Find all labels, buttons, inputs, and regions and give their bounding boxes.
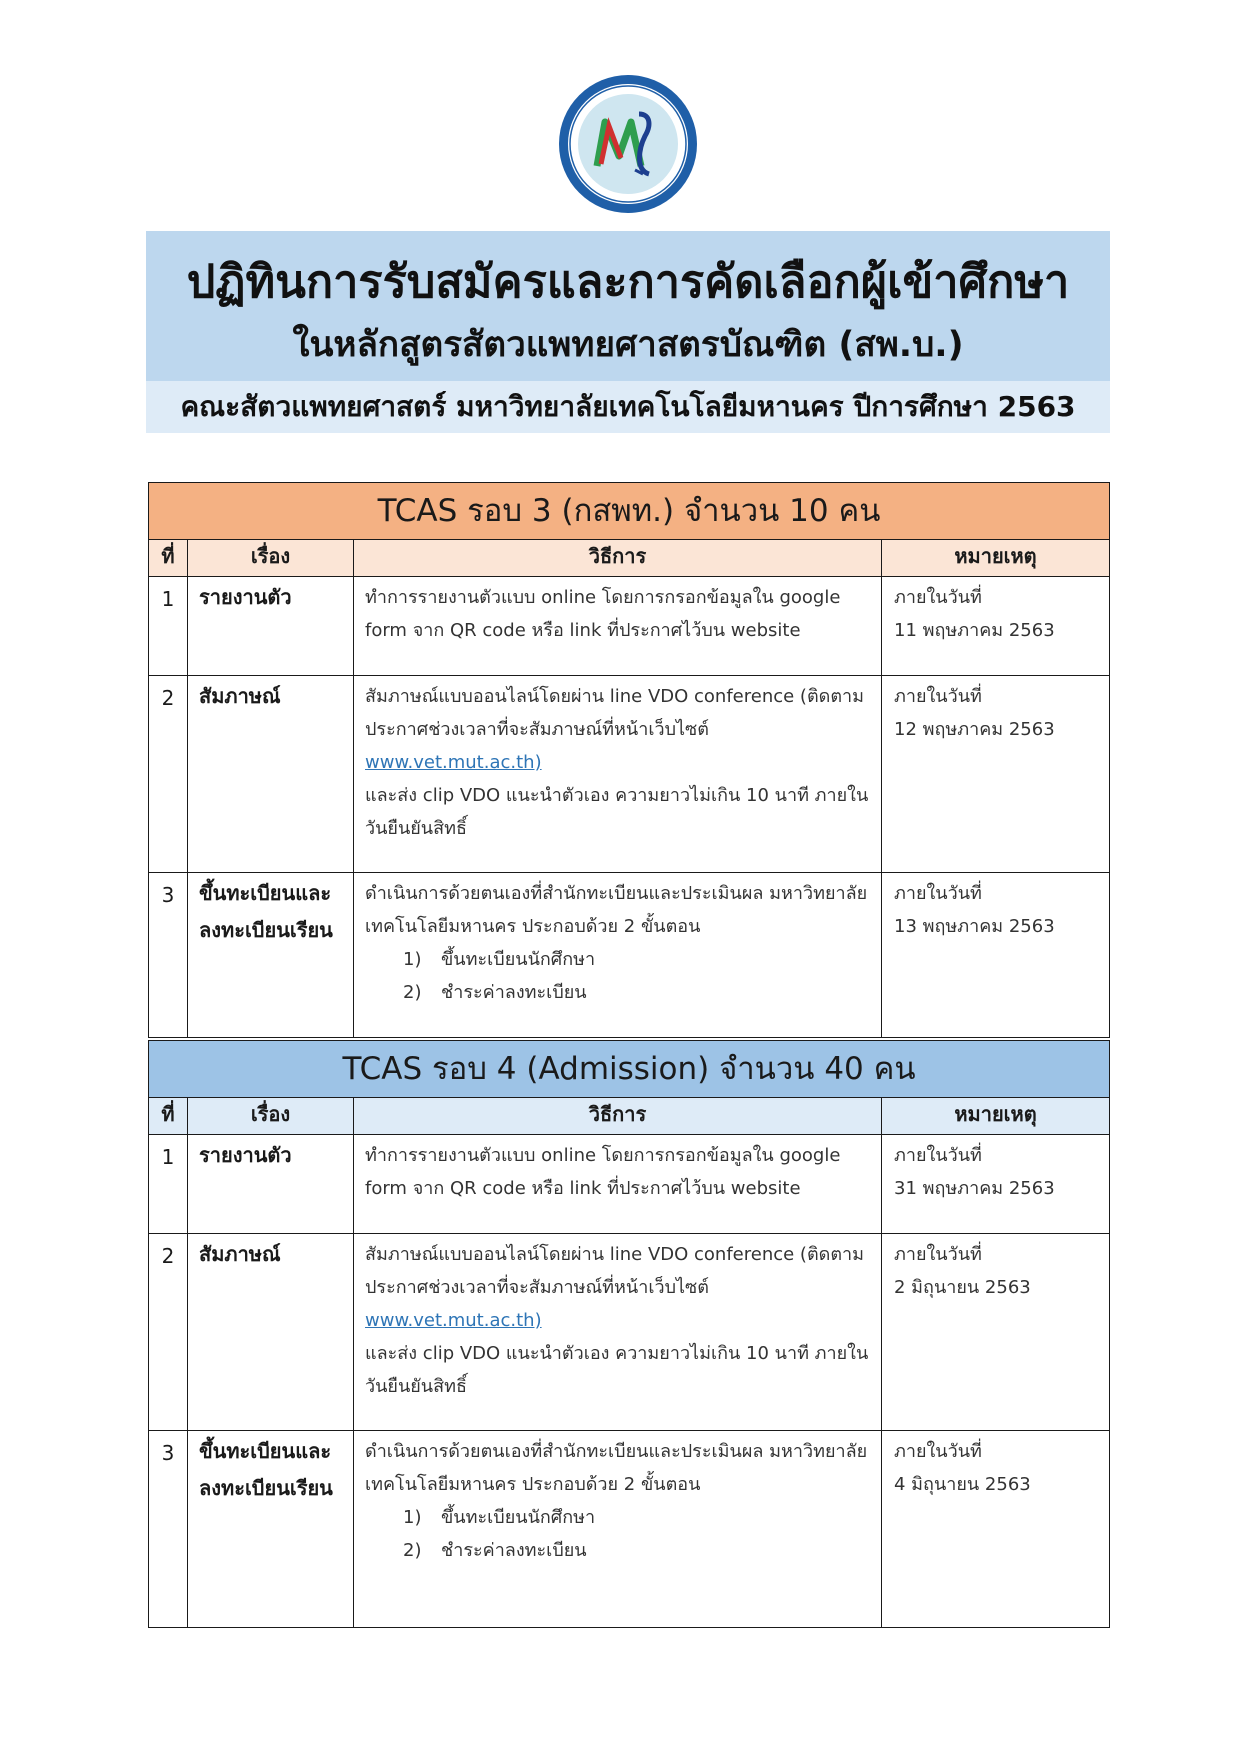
- method-line: และส่ง clip VDO แนะนำตัวเอง ความยาวไม่เกิน 10 นาที ภายใน: [365, 1343, 869, 1364]
- row-topic: รายงานตัว: [188, 1135, 354, 1234]
- row-no: 2: [149, 676, 188, 873]
- row-note: [882, 1135, 1110, 1234]
- row-method: [354, 1135, 882, 1234]
- step-text: ขึ้นทะเบียนนักศึกษา: [441, 949, 596, 970]
- method-line: วันยืนยันสิทธิ์: [365, 1376, 467, 1397]
- step-number: 1): [403, 949, 422, 970]
- faculty-line: คณะสัตวแพทยศาสตร์ มหาวิทยาลัยเทคโนโลยีมหานคร ปีการศึกษา 2563: [146, 381, 1110, 433]
- row-note: [882, 1431, 1110, 1628]
- website-link[interactable]: www.vet.mut.ac.th): [365, 752, 542, 773]
- method-line: ทำการรายงานตัวแบบ online โดยการกรอกข้อมูลใน google: [365, 587, 841, 608]
- table-row: [149, 1234, 1110, 1431]
- table-row: [149, 873, 1110, 1038]
- topic-line: ลงทะเบียนเรียน: [199, 918, 333, 942]
- method-line: เทคโนโลยีมหานคร ประกอบด้วย 2 ขั้นตอน: [365, 916, 701, 937]
- row-topic: สัมภาษณ์: [188, 1234, 354, 1431]
- step-item: [365, 976, 881, 1009]
- row-topic: [188, 1431, 354, 1628]
- method-line: ประกาศช่วงเวลาที่จะสัมภาษณ์ที่หน้าเว็บไซต์: [365, 1277, 709, 1298]
- col-header-method: วิธีการ: [354, 540, 882, 577]
- step-number: 1): [403, 1507, 422, 1528]
- page-subtitle: ในหลักสูตรสัตวแพทยศาสตรบัณฑิต (สพ.บ.): [292, 325, 964, 365]
- method-line: ดำเนินการด้วยตนเองที่สำนักทะเบียนและประเมินผล มหาวิทยาลัย: [365, 1441, 868, 1462]
- row-no: 3: [149, 1431, 188, 1628]
- method-line: form จาก QR code หรือ link ที่ประกาศไว้บน website: [365, 1178, 801, 1199]
- topic-line: ลงทะเบียนเรียน: [199, 1476, 333, 1500]
- row-method: [354, 577, 882, 676]
- step-text: ชำระค่าลงทะเบียน: [441, 1540, 587, 1561]
- faculty-logo: [557, 74, 699, 214]
- row-topic: รายงานตัว: [188, 577, 354, 676]
- note-line: ภายในวันที่: [894, 1145, 982, 1166]
- method-line: วันยืนยันสิทธิ์: [365, 818, 467, 839]
- row-topic: [188, 873, 354, 1038]
- table-row: [149, 1431, 1110, 1628]
- note-line: ภายในวันที่: [894, 587, 982, 608]
- method-line: สัมภาษณ์แบบออนไลน์โดยผ่าน line VDO conference (ติดตาม: [365, 1244, 864, 1265]
- row-note: [882, 676, 1110, 873]
- round3-header-row: [149, 540, 1110, 577]
- step-item: [365, 1501, 881, 1534]
- round3-title-row: [149, 483, 1110, 540]
- row-note: [882, 577, 1110, 676]
- round3-title: TCAS รอบ 3 (กสพท.) จำนวน 10 คน: [149, 483, 1110, 540]
- method-line: ประกาศช่วงเวลาที่จะสัมภาษณ์ที่หน้าเว็บไซต์: [365, 719, 709, 740]
- topic-line: ขึ้นทะเบียนและ: [199, 881, 332, 905]
- page-title: ปฏิทินการรับสมัครและการคัดเลือกผู้เข้าศึกษา: [186, 255, 1070, 308]
- row-method: [354, 873, 882, 1038]
- col-header-no: ที่: [149, 540, 188, 577]
- row-method: [354, 676, 882, 873]
- title-banner: [146, 231, 1110, 381]
- col-header-topic: เรื่อง: [188, 540, 354, 577]
- note-line: ภายในวันที่: [894, 1441, 982, 1462]
- row-note: [882, 873, 1110, 1038]
- step-text: ชำระค่าลงทะเบียน: [441, 982, 587, 1003]
- note-line: 31 พฤษภาคม 2563: [894, 1178, 1055, 1199]
- col-header-note: หมายเหตุ: [882, 1098, 1110, 1135]
- round4-table: [148, 1040, 1110, 1628]
- col-header-note: หมายเหตุ: [882, 540, 1110, 577]
- method-line: ทำการรายงานตัวแบบ online โดยการกรอกข้อมูลใน google: [365, 1145, 841, 1166]
- method-line: และส่ง clip VDO แนะนำตัวเอง ความยาวไม่เกิน 10 นาที ภายใน: [365, 785, 869, 806]
- note-line: 11 พฤษภาคม 2563: [894, 620, 1055, 641]
- row-no: 2: [149, 1234, 188, 1431]
- step-text: ขึ้นทะเบียนนักศึกษา: [441, 1507, 596, 1528]
- row-topic: สัมภาษณ์: [188, 676, 354, 873]
- note-line: 13 พฤษภาคม 2563: [894, 916, 1055, 937]
- round3-table: [148, 482, 1110, 1038]
- row-method: [354, 1234, 882, 1431]
- note-line: ภายในวันที่: [894, 686, 982, 707]
- title-block: [146, 231, 1110, 433]
- table-row: [149, 676, 1110, 873]
- note-line: ภายในวันที่: [894, 1244, 982, 1265]
- col-header-no: ที่: [149, 1098, 188, 1135]
- col-header-topic: เรื่อง: [188, 1098, 354, 1135]
- method-line: สัมภาษณ์แบบออนไลน์โดยผ่าน line VDO conference (ติดตาม: [365, 686, 864, 707]
- col-header-method: วิธีการ: [354, 1098, 882, 1135]
- website-link[interactable]: www.vet.mut.ac.th): [365, 1310, 542, 1331]
- note-line: 2 มิถุนายน 2563: [894, 1277, 1031, 1298]
- note-line: ภายในวันที่: [894, 883, 982, 904]
- round4-header-row: [149, 1098, 1110, 1135]
- step-item: [365, 1534, 881, 1567]
- row-note: [882, 1234, 1110, 1431]
- table-row: [149, 1135, 1110, 1234]
- step-item: [365, 943, 881, 976]
- step-number: 2): [403, 982, 422, 1003]
- row-no: 1: [149, 577, 188, 676]
- round4-title: TCAS รอบ 4 (Admission) จำนวน 40 คน: [149, 1041, 1110, 1098]
- row-no: 1: [149, 1135, 188, 1234]
- method-line: ดำเนินการด้วยตนเองที่สำนักทะเบียนและประเมินผล มหาวิทยาลัย: [365, 883, 868, 904]
- row-method: [354, 1431, 882, 1628]
- method-line: form จาก QR code หรือ link ที่ประกาศไว้บน website: [365, 620, 801, 641]
- note-line: 4 มิถุนายน 2563: [894, 1474, 1031, 1495]
- step-number: 2): [403, 1540, 422, 1561]
- round4-title-row: [149, 1041, 1110, 1098]
- note-line: 12 พฤษภาคม 2563: [894, 719, 1055, 740]
- method-line: เทคโนโลยีมหานคร ประกอบด้วย 2 ขั้นตอน: [365, 1474, 701, 1495]
- table-row: [149, 577, 1110, 676]
- topic-line: ขึ้นทะเบียนและ: [199, 1439, 332, 1463]
- row-no: 3: [149, 873, 188, 1038]
